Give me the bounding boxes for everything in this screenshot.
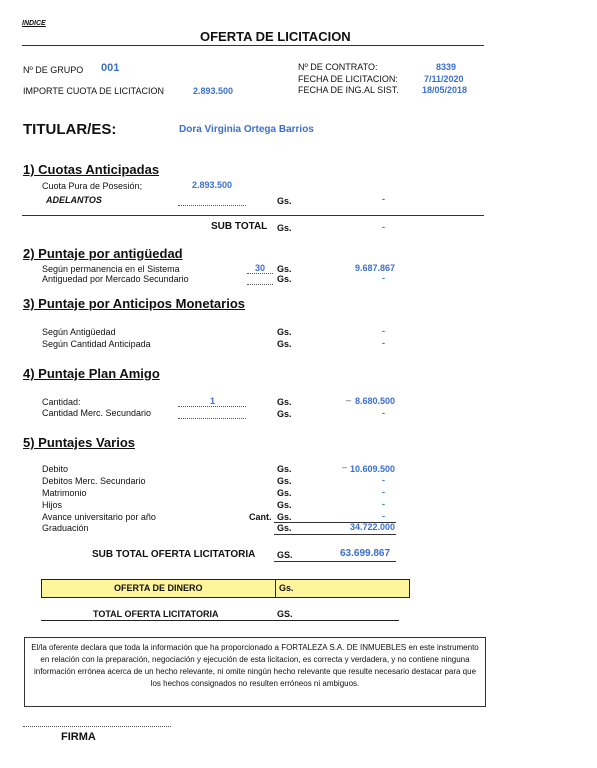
subtotal-oferta-underline <box>274 561 396 562</box>
amigo-cantidad-gs: Gs. <box>277 397 292 407</box>
varios-row-value: - <box>382 511 385 521</box>
cuotas-rule <box>22 215 484 216</box>
permanencia-gs: Gs. <box>277 264 292 274</box>
subtotal-oferta-label: SUB TOTAL OFERTA LICITATORIA <box>92 549 256 560</box>
amigo-dash-mark: – <box>346 395 352 405</box>
amigo-merc-value: - <box>382 408 385 418</box>
contrato-value: 8339 <box>436 62 457 72</box>
anticipos-cantidad-gs: Gs. <box>277 339 292 349</box>
adelantos-label: ADELANTOS <box>46 195 102 205</box>
title-rule <box>22 45 484 46</box>
section-amigo-title: 4) Puntaje Plan Amigo <box>23 366 160 381</box>
varios-row-value: 10.609.500 <box>350 464 396 474</box>
importe-label: IMPORTE CUOTA DE LICITACION <box>23 86 165 96</box>
varios-dash-mark: – <box>342 462 348 472</box>
varios-cant-label: Cant. <box>249 512 272 522</box>
amigo-cantidad-field <box>178 406 246 407</box>
fecha-ing-label: FECHA DE ING.AL SIST. <box>298 85 399 95</box>
permanencia-qty: 30 <box>255 263 266 273</box>
amigo-cantidad-qty: 1 <box>210 396 216 406</box>
cuota-pura-label: Cuota Pura de Posesión; <box>42 181 143 191</box>
fecha-ing-value: 18/05/2018 <box>422 85 468 95</box>
varios-row-label: Debitos Merc. Secundario <box>42 476 146 486</box>
antiguedad-merc-label: Antiguedad por Mercado Secundario <box>42 274 189 284</box>
varios-row-value: 34.722.000 <box>350 522 396 532</box>
subtotal-oferta-gs: GS. <box>277 550 293 560</box>
varios-row-gs: Gs. <box>277 523 292 533</box>
firma-line[interactable] <box>23 726 171 727</box>
permanencia-label: Según permanencia en el Sistema <box>42 264 180 274</box>
fecha-licitacion-label: FECHA DE LICITACION: <box>298 74 398 84</box>
disclaimer-box <box>24 637 486 707</box>
total-oferta-rule <box>41 620 399 621</box>
varios-row-value: - <box>382 499 385 509</box>
varios-row-value: - <box>382 475 385 485</box>
adelantos-value: - <box>382 194 385 204</box>
graduacion-underline <box>274 534 396 535</box>
amigo-merc-label: Cantidad Merc. Secundario <box>42 408 152 418</box>
amigo-cantidad-label: Cantidad: <box>42 397 81 407</box>
amigo-cantidad-value: 8.680.500 <box>355 396 396 406</box>
section-varios-title: 5) Puntajes Varios <box>23 435 135 450</box>
oferta-dinero-box[interactable] <box>41 579 410 598</box>
cuota-pura-value: 2.893.500 <box>192 180 233 190</box>
antiguedad-merc-field <box>247 284 273 285</box>
subtotal-gs: Gs. <box>277 223 292 233</box>
amigo-merc-field <box>178 418 246 419</box>
total-oferta-gs: GS. <box>277 609 293 619</box>
varios-row-gs: Gs. <box>277 512 292 522</box>
anticipos-cantidad-label: Según Cantidad Anticipada <box>42 339 151 349</box>
anticipos-antiguedad-gs: Gs. <box>277 327 292 337</box>
titular-label: TITULAR/ES: <box>23 121 117 138</box>
titular-name: Dora Virginia Ortega Barrios <box>179 124 314 135</box>
anticipos-antiguedad-value: - <box>382 326 385 336</box>
grupo-label: Nº DE GRUPO <box>23 65 84 75</box>
varios-row-gs: Gs. <box>277 464 292 474</box>
varios-row-label: Hijos <box>42 500 63 510</box>
permanencia-value: 9.687.867 <box>355 263 396 273</box>
importe-value: 2.893.500 <box>193 86 234 96</box>
varios-row-gs: Gs. <box>277 488 292 498</box>
antiguedad-merc-gs: Gs. <box>277 274 292 284</box>
varios-row-value: - <box>382 487 385 497</box>
varios-row-label: Graduación <box>42 523 89 533</box>
total-oferta-label: TOTAL OFERTA LICITATORIA <box>93 609 219 619</box>
oferta-dinero-gs: Gs. <box>279 583 294 593</box>
varios-row-label: Avance universitario por año <box>42 512 156 522</box>
subtotal-label: SUB TOTAL <box>211 221 268 232</box>
varios-row-label: Debito <box>42 464 69 474</box>
disclaimer-text: El/la oferente declara que toda la información que ha proporcionado a FORTALEZA S.A. DE INMUEBLES en este instrumento en relación con la preparación, negociación y ejecución de esta licitacion, es correcta y verdadera, y no contiene ninguna información errónea acerca de un hecho relevante, ni omite ningún hecho relevante que resulte necesario destacar para que los hechos consignados no resulten erróneos ni ambiguos. <box>31 643 479 688</box>
grupo-value: 001 <box>101 62 120 74</box>
page-title: OFERTA DE LICITACION <box>200 29 351 44</box>
oferta-dinero-label: OFERTA DE DINERO <box>114 583 203 593</box>
varios-row-gs: Gs. <box>277 500 292 510</box>
section-anticipos-title: 3) Puntaje por Anticipos Monetarios <box>23 296 245 311</box>
index-label: INDICE <box>22 20 46 27</box>
subtotal-oferta-value: 63.699.867 <box>340 548 391 559</box>
varios-row-label: Matrimonio <box>42 488 87 498</box>
antiguedad-merc-value: - <box>382 273 385 283</box>
varios-row-gs: Gs. <box>277 476 292 486</box>
adelantos-gs: Gs. <box>277 196 292 206</box>
section-antiguedad-title: 2) Puntaje por antigüedad <box>23 246 183 261</box>
anticipos-cantidad-value: - <box>382 338 385 348</box>
section-cuotas-title: 1) Cuotas Anticipadas <box>23 162 160 177</box>
firma-label: FIRMA <box>61 731 96 743</box>
anticipos-antiguedad-label: Según Antigüedad <box>42 327 116 337</box>
permanencia-field <box>247 273 273 274</box>
contrato-label: Nº DE CONTRATO: <box>298 62 378 72</box>
oferta-dinero-divider <box>275 580 276 597</box>
amigo-merc-gs: Gs. <box>277 409 292 419</box>
fecha-licitacion-value: 7/11/2020 <box>424 74 464 84</box>
adelantos-field <box>178 205 246 206</box>
subtotal-value: - <box>382 222 385 232</box>
